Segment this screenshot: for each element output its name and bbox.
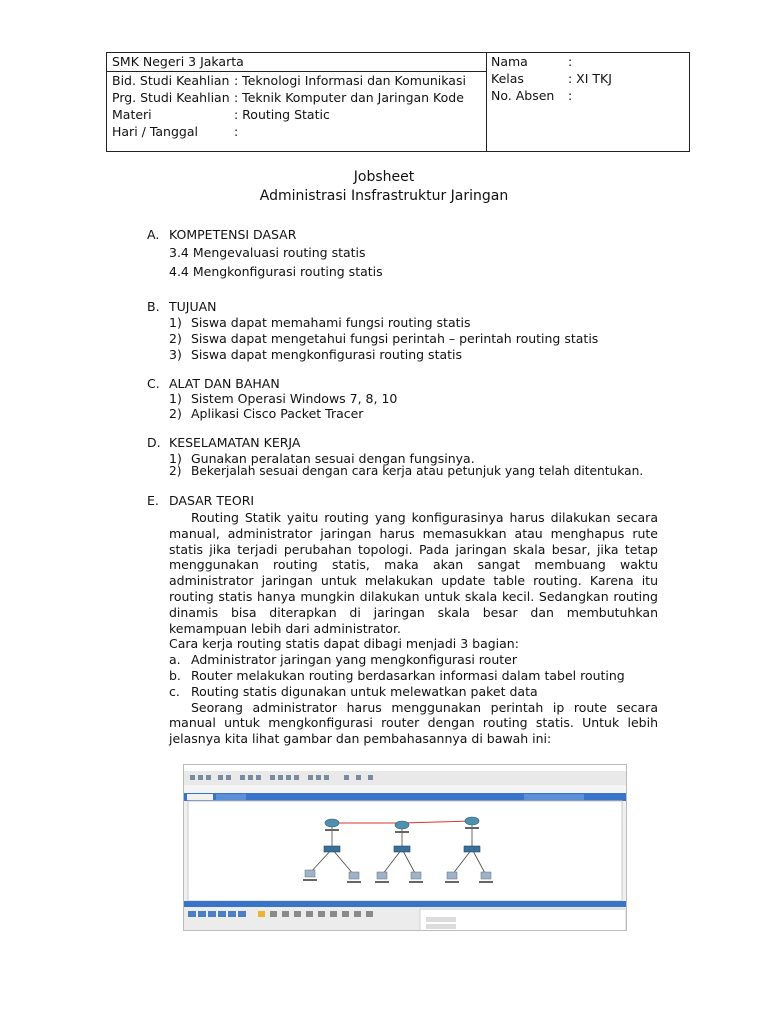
header-table <box>106 52 690 152</box>
section-c-title: ALAT DAN BAHAN <box>169 376 280 391</box>
item-text: Gunakan peralatan sesuai dengan fungsinya. <box>191 451 475 466</box>
section-d-title: KESELAMATAN KERJA <box>169 435 301 450</box>
item-text: Siswa dapat mengkonfigurasi routing statis <box>191 347 463 362</box>
header-divider <box>486 53 487 151</box>
section-a-letter: A. <box>147 227 160 242</box>
theory-paragraph: Routing Statik yaitu routing yang konfigurasinya harus dilakukan secara manual, administrator jaringan harus memasukkan atau menghapus rute statis jika terjadi perubahan topologi. Pada jaringan skala besar, jika tetap menggunakan routing statis, maka akan sangat membuang waktu administrator jaringan untuk melakukan update table routing. Karena itu routing statis hanya mungkin dilakukan untuk skala kecil. Sedangkan routing dinamis bisa diterapkan di jaringan skala besar dan membutuhkan kemampuan lebih dari administrator. <box>169 510 658 636</box>
item-text: Siswa dapat memahami fungsi routing statis <box>191 315 471 330</box>
materi-value: : Routing Static <box>234 107 330 122</box>
absen-label: No. Absen <box>491 88 555 103</box>
doc-subtitle: Administrasi Insfrastruktur Jaringan <box>259 188 509 204</box>
item-text: Siswa dapat mengetahui fungsi perintah – perintah routing statis <box>191 331 599 346</box>
item-number: 2) <box>169 406 182 421</box>
section-d-letter: D. <box>147 435 161 450</box>
kelas-value: : XI TKJ <box>568 71 612 86</box>
section-e-body <box>169 510 658 747</box>
list-letter: a. <box>169 652 181 668</box>
section-c-item <box>169 391 397 406</box>
item-text: Aplikasi Cisco Packet Tracer <box>191 406 364 421</box>
section-a-item: 4.4 Mengkonfigurasi routing statis <box>169 264 383 279</box>
theory-list-item <box>169 668 658 684</box>
section-a-title: KOMPETENSI DASAR <box>169 227 297 242</box>
hari-value: : <box>234 124 239 139</box>
item-number: 1) <box>169 391 182 406</box>
section-a-item: 3.4 Mengevaluasi routing statis <box>169 245 366 260</box>
list-text: Administrator jaringan yang mengkonfigurasi router <box>191 652 517 668</box>
section-c-letter: C. <box>147 376 160 391</box>
materi-label: Materi <box>112 107 152 122</box>
prg-value: : Teknik Komputer dan Jaringan Kode <box>234 90 464 105</box>
absen-value: : <box>568 88 573 103</box>
list-text: Router melakukan routing berdasarkan informasi dalam tabel routing <box>191 667 625 683</box>
section-e-title: DASAR TEORI <box>169 493 255 508</box>
header-row-divider <box>107 71 486 72</box>
section-a-heading <box>147 227 296 242</box>
section-b-item <box>169 331 598 346</box>
school-name: SMK Negeri 3 Jakarta <box>112 54 244 69</box>
theory-list-item <box>169 652 658 668</box>
item-number: 1) <box>169 315 182 330</box>
section-b-heading <box>147 299 217 314</box>
nama-label: Nama <box>491 54 528 69</box>
section-d-heading <box>147 435 300 450</box>
bid-label: Bid. Studi Keahlian <box>112 73 230 88</box>
list-letter: b. <box>169 667 181 683</box>
item-number: 2) <box>169 331 182 346</box>
item-number: 2) <box>169 464 182 478</box>
theory-list-item <box>169 684 658 700</box>
theory-intro: Cara kerja routing statis dapat dibagi menjadi 3 bagian: <box>169 636 519 652</box>
section-b-letter: B. <box>147 299 160 314</box>
section-c-item <box>169 406 363 421</box>
hari-label: Hari / Tanggal <box>112 124 198 139</box>
section-c-heading <box>147 376 280 391</box>
nama-value: : <box>568 54 573 69</box>
theory-paragraph: Seorang administrator harus menggunakan perintah ip route secara manual untuk mengkonfigurasi router dengan routing statis. Untuk lebih jelasnya kita lihat gambar dan pembahasannya di bawah ini: <box>169 699 658 747</box>
packet-tracer-figure <box>184 765 627 931</box>
item-text: Bekerjalah sesuai dengan cara kerja atau petunjuk yang telah ditentukan. <box>191 464 644 478</box>
prg-label: Prg. Studi Keahlian <box>112 90 230 105</box>
section-b-title: TUJUAN <box>169 299 217 314</box>
packet-tracer-screenshot <box>183 764 627 931</box>
kelas-label: Kelas <box>491 71 524 86</box>
item-number: 3) <box>169 347 182 362</box>
doc-title: Jobsheet <box>353 169 415 185</box>
bid-value: : Teknologi Informasi dan Komunikasi <box>234 73 466 88</box>
section-b-item <box>169 347 462 362</box>
item-text: Sistem Operasi Windows 7, 8, 10 <box>191 391 398 406</box>
section-e-heading <box>147 493 254 508</box>
item-number: 1) <box>169 451 182 466</box>
section-b-item <box>169 315 471 330</box>
list-text: Routing statis digunakan untuk melewatkan paket data <box>191 683 538 699</box>
section-d-item <box>169 464 643 478</box>
section-e-letter: E. <box>147 493 159 508</box>
list-letter: c. <box>169 683 180 699</box>
